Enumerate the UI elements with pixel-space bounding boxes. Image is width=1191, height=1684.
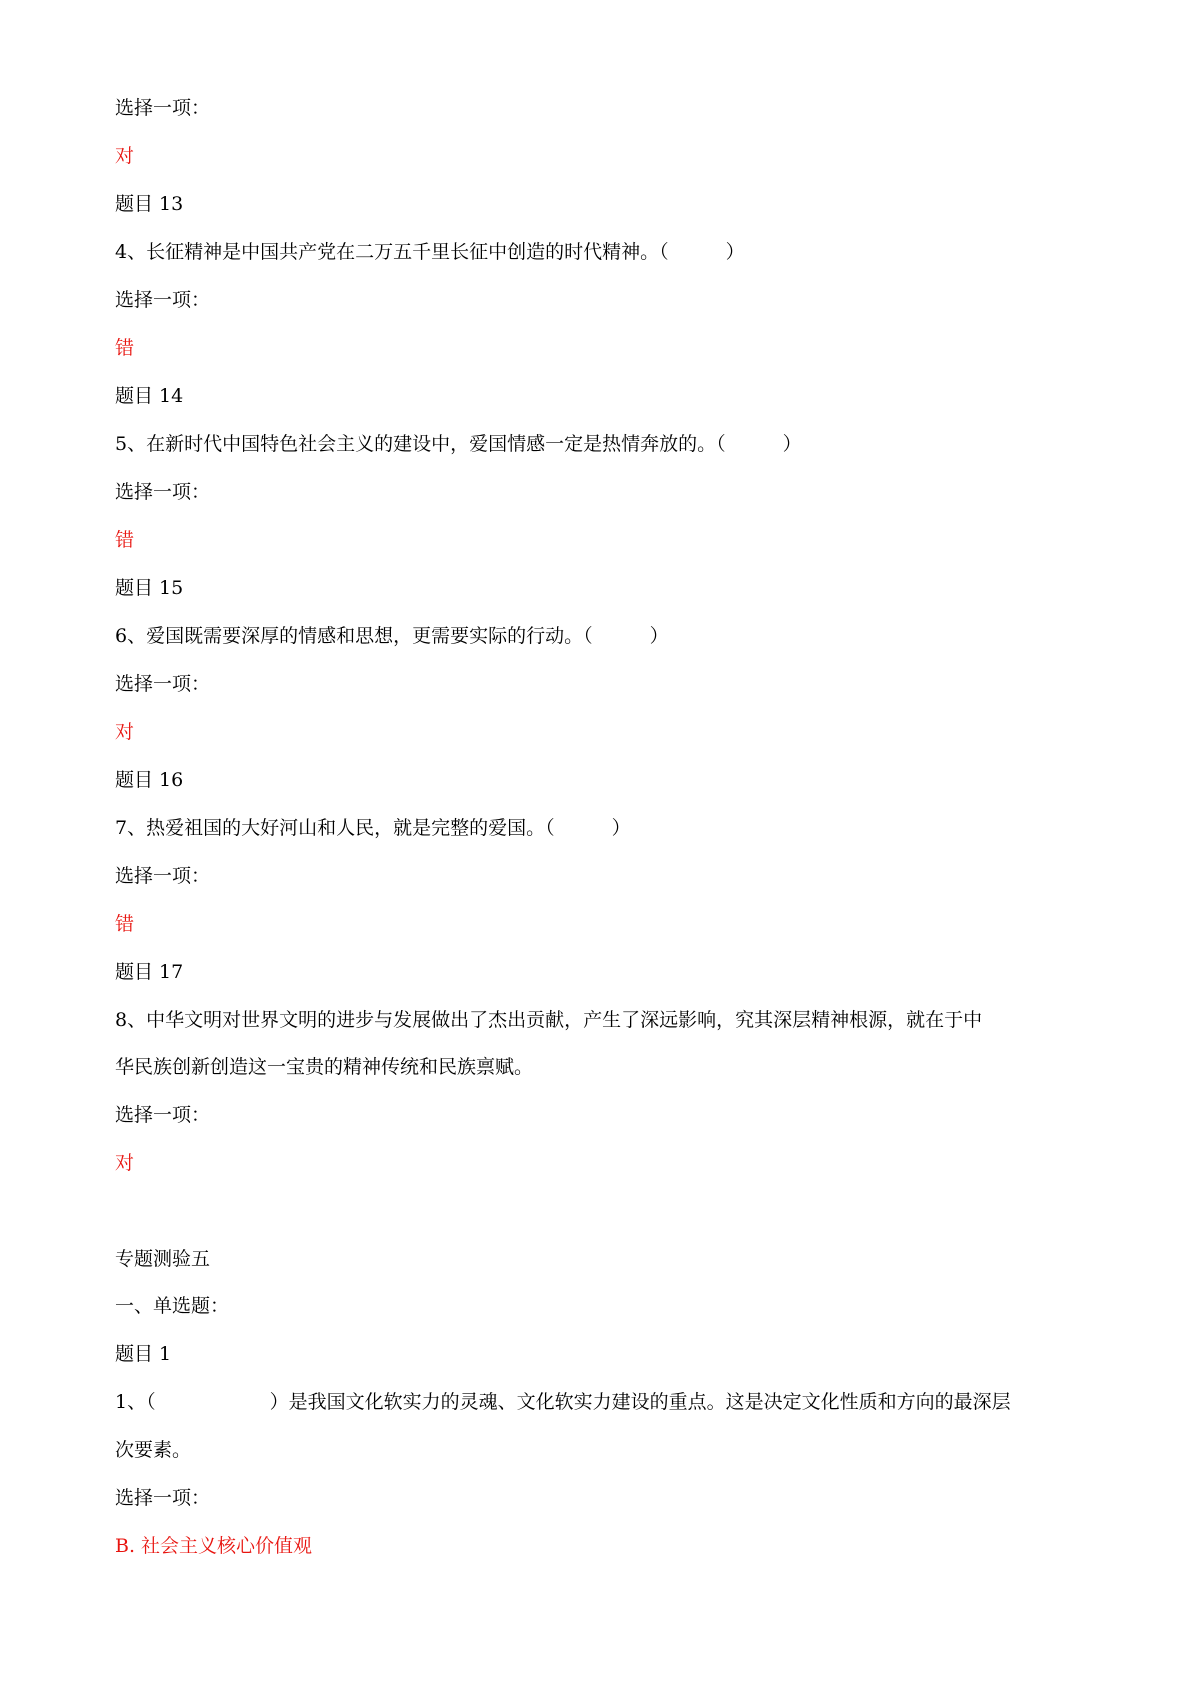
answer-text: 错 <box>115 913 135 935</box>
answer-text: 错 <box>115 337 135 359</box>
answer-text: 对 <box>115 721 135 743</box>
question-text-continued: 华民族创新创造这一宝贵的精神传统和民族禀赋。 <box>115 1056 534 1078</box>
question-number-label: 题目 14 <box>115 385 184 407</box>
choose-one-prompt: 选择一项： <box>115 481 211 503</box>
question-text: 1、（ ）是我国文化软实力的灵魂、文化软实力建设的重点。这是决定文化性质和方向的最深层 <box>115 1391 1011 1413</box>
choose-one-prompt: 选择一项： <box>115 1104 211 1126</box>
question-text-continued: 次要素。 <box>115 1439 192 1461</box>
question-text: 8、中华文明对世界文明的进步与发展做出了杰出贡献，产生了深远影响，究其深层精神根源，就在于中 <box>115 1009 983 1031</box>
choose-one-prompt: 选择一项： <box>115 1487 211 1509</box>
question-number-label: 题目 16 <box>115 769 184 791</box>
answer-text: 对 <box>115 145 135 167</box>
choose-one-prompt: 选择一项： <box>115 865 211 887</box>
choose-one-prompt: 选择一项： <box>115 97 211 119</box>
answer-text: 错 <box>115 529 135 551</box>
answer-text: 对 <box>115 1152 135 1174</box>
question-text: 5、在新时代中国特色社会主义的建设中，爱国情感一定是热情奔放的。（ ） <box>115 433 802 455</box>
choose-one-prompt: 选择一项： <box>115 673 211 695</box>
section-title: 专题测验五 <box>115 1248 211 1270</box>
question-number-label: 题目 15 <box>115 577 184 599</box>
question-number-label: 题目 1 <box>115 1343 172 1365</box>
question-text: 7、热爱祖国的大好河山和人民，就是完整的爱国。（ ） <box>115 817 631 839</box>
section-subtitle: 一、单选题： <box>115 1295 230 1317</box>
choose-one-prompt: 选择一项： <box>115 289 211 311</box>
answer-text: B. 社会主义核心价值观 <box>115 1535 313 1557</box>
question-number-label: 题目 13 <box>115 193 184 215</box>
question-text: 4、长征精神是中国共产党在二万五千里长征中创造的时代精神。（ ） <box>115 241 745 263</box>
question-number-label: 题目 17 <box>115 961 184 983</box>
question-text: 6、爱国既需要深厚的情感和思想，更需要实际的行动。（ ） <box>115 625 669 647</box>
